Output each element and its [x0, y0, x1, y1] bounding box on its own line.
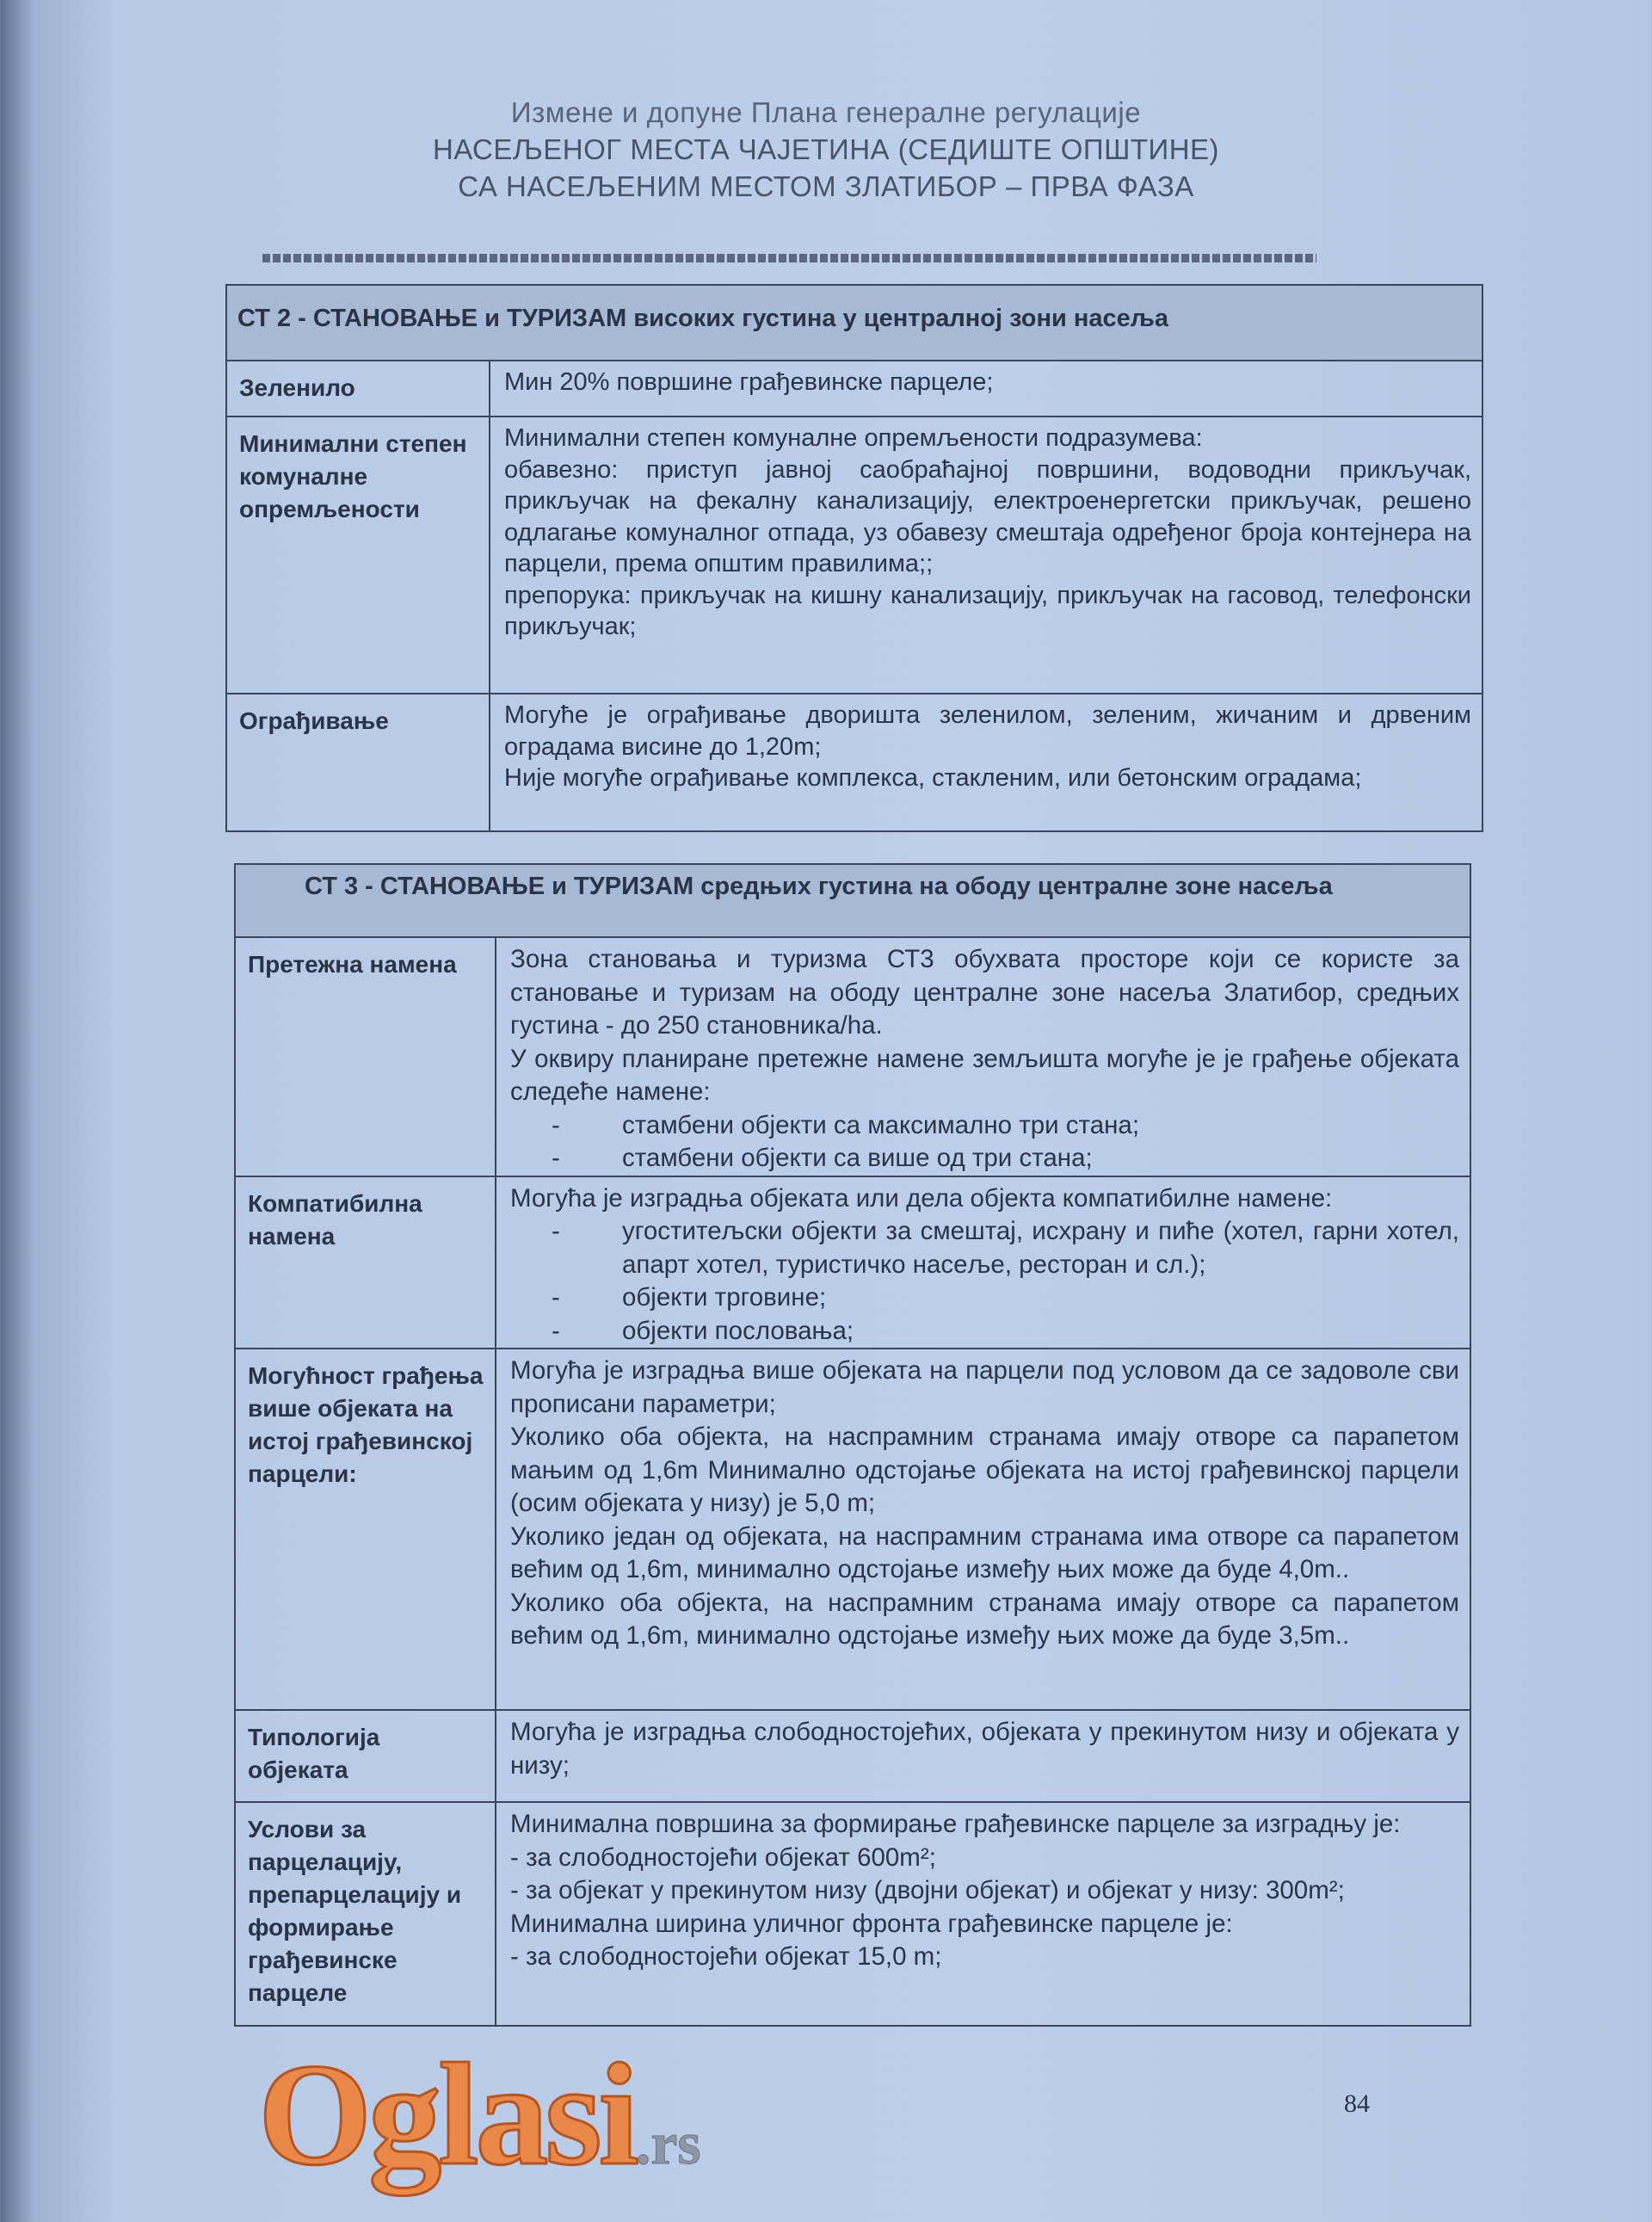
paragraph [510, 1182, 1459, 1216]
paragraph [510, 1355, 1459, 1421]
row-content [490, 361, 1482, 417]
row-content [496, 1710, 1470, 1802]
table-title: СТ 2 - СТАНОВАЊЕ и ТУРИЗАМ високих густина у централној зони насеља [226, 285, 1482, 361]
paragraph-text: стамбени објекти са максимално три стана; [622, 1110, 1140, 1139]
paragraph-text: Минимална површина за формирање грађевинске парцеле за изградњу је: [510, 1810, 1401, 1838]
row-label: Минимални степен комуналне опремљености [226, 417, 490, 694]
paragraph [510, 1521, 1459, 1587]
document-header-line-2: НАСЕЉЕНОГ МЕСТА ЧАЈЕТИНА (СЕДИШТЕ ОПШТИНЕ) [432, 133, 1220, 165]
table-row [235, 937, 1470, 1176]
paragraph [510, 943, 1459, 1043]
paragraph [510, 1842, 1459, 1875]
row-label: Могућност грађења више објеката на истој грађевинској парцели: [235, 1349, 496, 1710]
row-content [496, 1349, 1470, 1710]
paragraph [504, 367, 1471, 398]
paragraph-text: објекти трговине; [622, 1283, 827, 1312]
paragraph-text: обавезно: приступ јавној саобраћајној површини, водоводни прикључак, прикључак на фекалну канализацију, електроенергетски прикључак, решено одлагање комуналног отпада, уз обавезу смештаја одређеног броја контејнера на парцели, према општим правилима;; [504, 455, 1471, 577]
table-row [226, 361, 1482, 417]
paragraph [510, 1043, 1459, 1109]
table-title-row [235, 864, 1470, 937]
paragraph [510, 1874, 1459, 1908]
table-row [235, 1802, 1470, 2026]
paragraph-text: објекти пословања; [622, 1316, 854, 1345]
paragraph [504, 700, 1471, 762]
bullet-marker: - [552, 1144, 560, 1172]
paragraph-text: Уколико један од објеката, на наспрамним странама има отворе са парапетом већим од 1,6m, минимално одстојање између њих може да буде 4,0m.. [510, 1521, 1459, 1583]
paragraph-text: Мин 20% површине грађевинске парцеле; [504, 368, 994, 396]
watermark-main: Oglasi [258, 2034, 636, 2195]
paragraph-text: Зона становања и туризма СТ3 обухвата просторе који се користе за становање и туризам на ободу централне зоне насеља Златибор, средњих густина - до 250 становника/ha. [510, 945, 1459, 1040]
paragraph-text: стамбени објекти са више од три стана; [622, 1144, 1093, 1172]
bullet-marker: - [552, 1316, 560, 1345]
row-content [490, 694, 1482, 831]
table-st2 [225, 284, 1483, 832]
paragraph [504, 580, 1471, 643]
bullet-marker: - [552, 1217, 560, 1245]
row-content [490, 417, 1482, 694]
table-row [226, 694, 1482, 831]
paragraph-text: Минимални степен комуналне опремљености подразумева: [504, 424, 1203, 452]
paragraph-text: Могућа је изградња више објеката на парцели под условом да се задоволе сви прописани параметри; [510, 1356, 1459, 1418]
bullet-item [510, 1109, 1459, 1143]
table-row [226, 417, 1482, 694]
bullet-item [510, 1215, 1459, 1281]
paragraph [510, 1941, 1459, 1974]
paragraph-text: - за објекат у прекинутом низу (двојни објекат) и објекат у низу: 300m²; [510, 1876, 1345, 1904]
table-title-row [226, 285, 1482, 361]
bullet-marker: - [552, 1110, 560, 1139]
row-content [496, 937, 1470, 1176]
paragraph [510, 1421, 1459, 1521]
row-label: Претежна намена [235, 937, 496, 1176]
table-row [235, 1349, 1470, 1710]
paragraph [504, 454, 1471, 580]
row-content [496, 1176, 1470, 1349]
paragraph-text: угоститељски објекти за смештај, исхрану и пиће (хотел, гарни хотел, апарт хотел, туристичко насеље, ресторан и сл.); [622, 1217, 1459, 1279]
paragraph-text: Није могуће ограђивање комплекса, стакленим, или бетонским оградама; [504, 764, 1362, 792]
table-row [235, 1176, 1470, 1349]
row-label: Услови за парцелацију, препарцелацију и формирање грађевинске парцеле [235, 1802, 496, 2026]
row-label: Ограђивање [226, 694, 490, 831]
paragraph [510, 1716, 1459, 1782]
paragraph [510, 1908, 1459, 1941]
bullet-item [510, 1281, 1459, 1315]
row-content [496, 1802, 1470, 2026]
table-title: СТ 3 - СТАНОВАЊЕ и ТУРИЗАМ средњих густина на ободу централне зоне насеља [235, 864, 1470, 937]
bullet-item [510, 1142, 1459, 1176]
document-header-line-3: СА НАСЕЉЕНИМ МЕСТОМ ЗЛАТИБОР – ПРВА ФАЗА [458, 170, 1194, 202]
paragraph [504, 423, 1471, 454]
paragraph [510, 1808, 1459, 1842]
oglasi-watermark-logo [258, 2034, 701, 2222]
table-st3 [234, 863, 1471, 2027]
paragraph-text: Могуће је ограђивање дворишта зеленилом, зеленим, жичаним и дрвеним оградама висине до 1,20m; [504, 701, 1471, 761]
paragraph-text: Уколико оба објекта, на наспрамним странама имају отворе са парапетом већим од 1,6m, минимално одстојање између њих може да буде 3,5m.. [510, 1588, 1459, 1650]
paragraph [504, 762, 1471, 794]
paragraph-text: У оквиру планиране претежне намене земљишта могуће је је грађење објеката следеће намене: [510, 1044, 1459, 1106]
row-label: Компатибилна намена [235, 1176, 496, 1349]
paragraph-text: Уколико оба објекта, на наспрамним странама имају отворе са парапетом мањим од 1,6m Минимално одстојање објеката на истој грађевинској парцели (осим објеката у низу) је 5,0 m; [510, 1423, 1459, 1517]
page-number: 84 [1344, 2089, 1370, 2118]
paragraph-text: Могућа је изградња објеката или дела објекта компатибилне намене: [510, 1183, 1333, 1213]
table-row [235, 1710, 1470, 1802]
paragraph [510, 1587, 1459, 1653]
row-label: Зеленило [226, 361, 490, 417]
paragraph-text: Минимална ширина уличног фронта грађевинске парцеле је: [510, 1909, 1233, 1938]
paragraph-text: - за слободностојећи објекат 600m²; [510, 1842, 936, 1872]
paragraph-text: - за слободностојећи објекат 15,0 m; [510, 1942, 942, 1971]
bullet-item [510, 1315, 1459, 1349]
paragraph-text: препорука: прикључак на кишну канализацију, прикључак на гасовод, телефонски прикључак; [504, 581, 1471, 640]
header-divider [262, 254, 1316, 262]
paragraph-text: Могућа је изградња слободностојећих, објеката у прекинутом низу и објеката у низу; [510, 1718, 1459, 1780]
watermark-suffix: .rs [635, 2111, 701, 2177]
bullet-marker: - [552, 1283, 560, 1312]
document-header-line-1: Измене и допуне Плана генералне регулације [510, 96, 1142, 128]
row-label: Типологија објеката [235, 1710, 496, 1802]
